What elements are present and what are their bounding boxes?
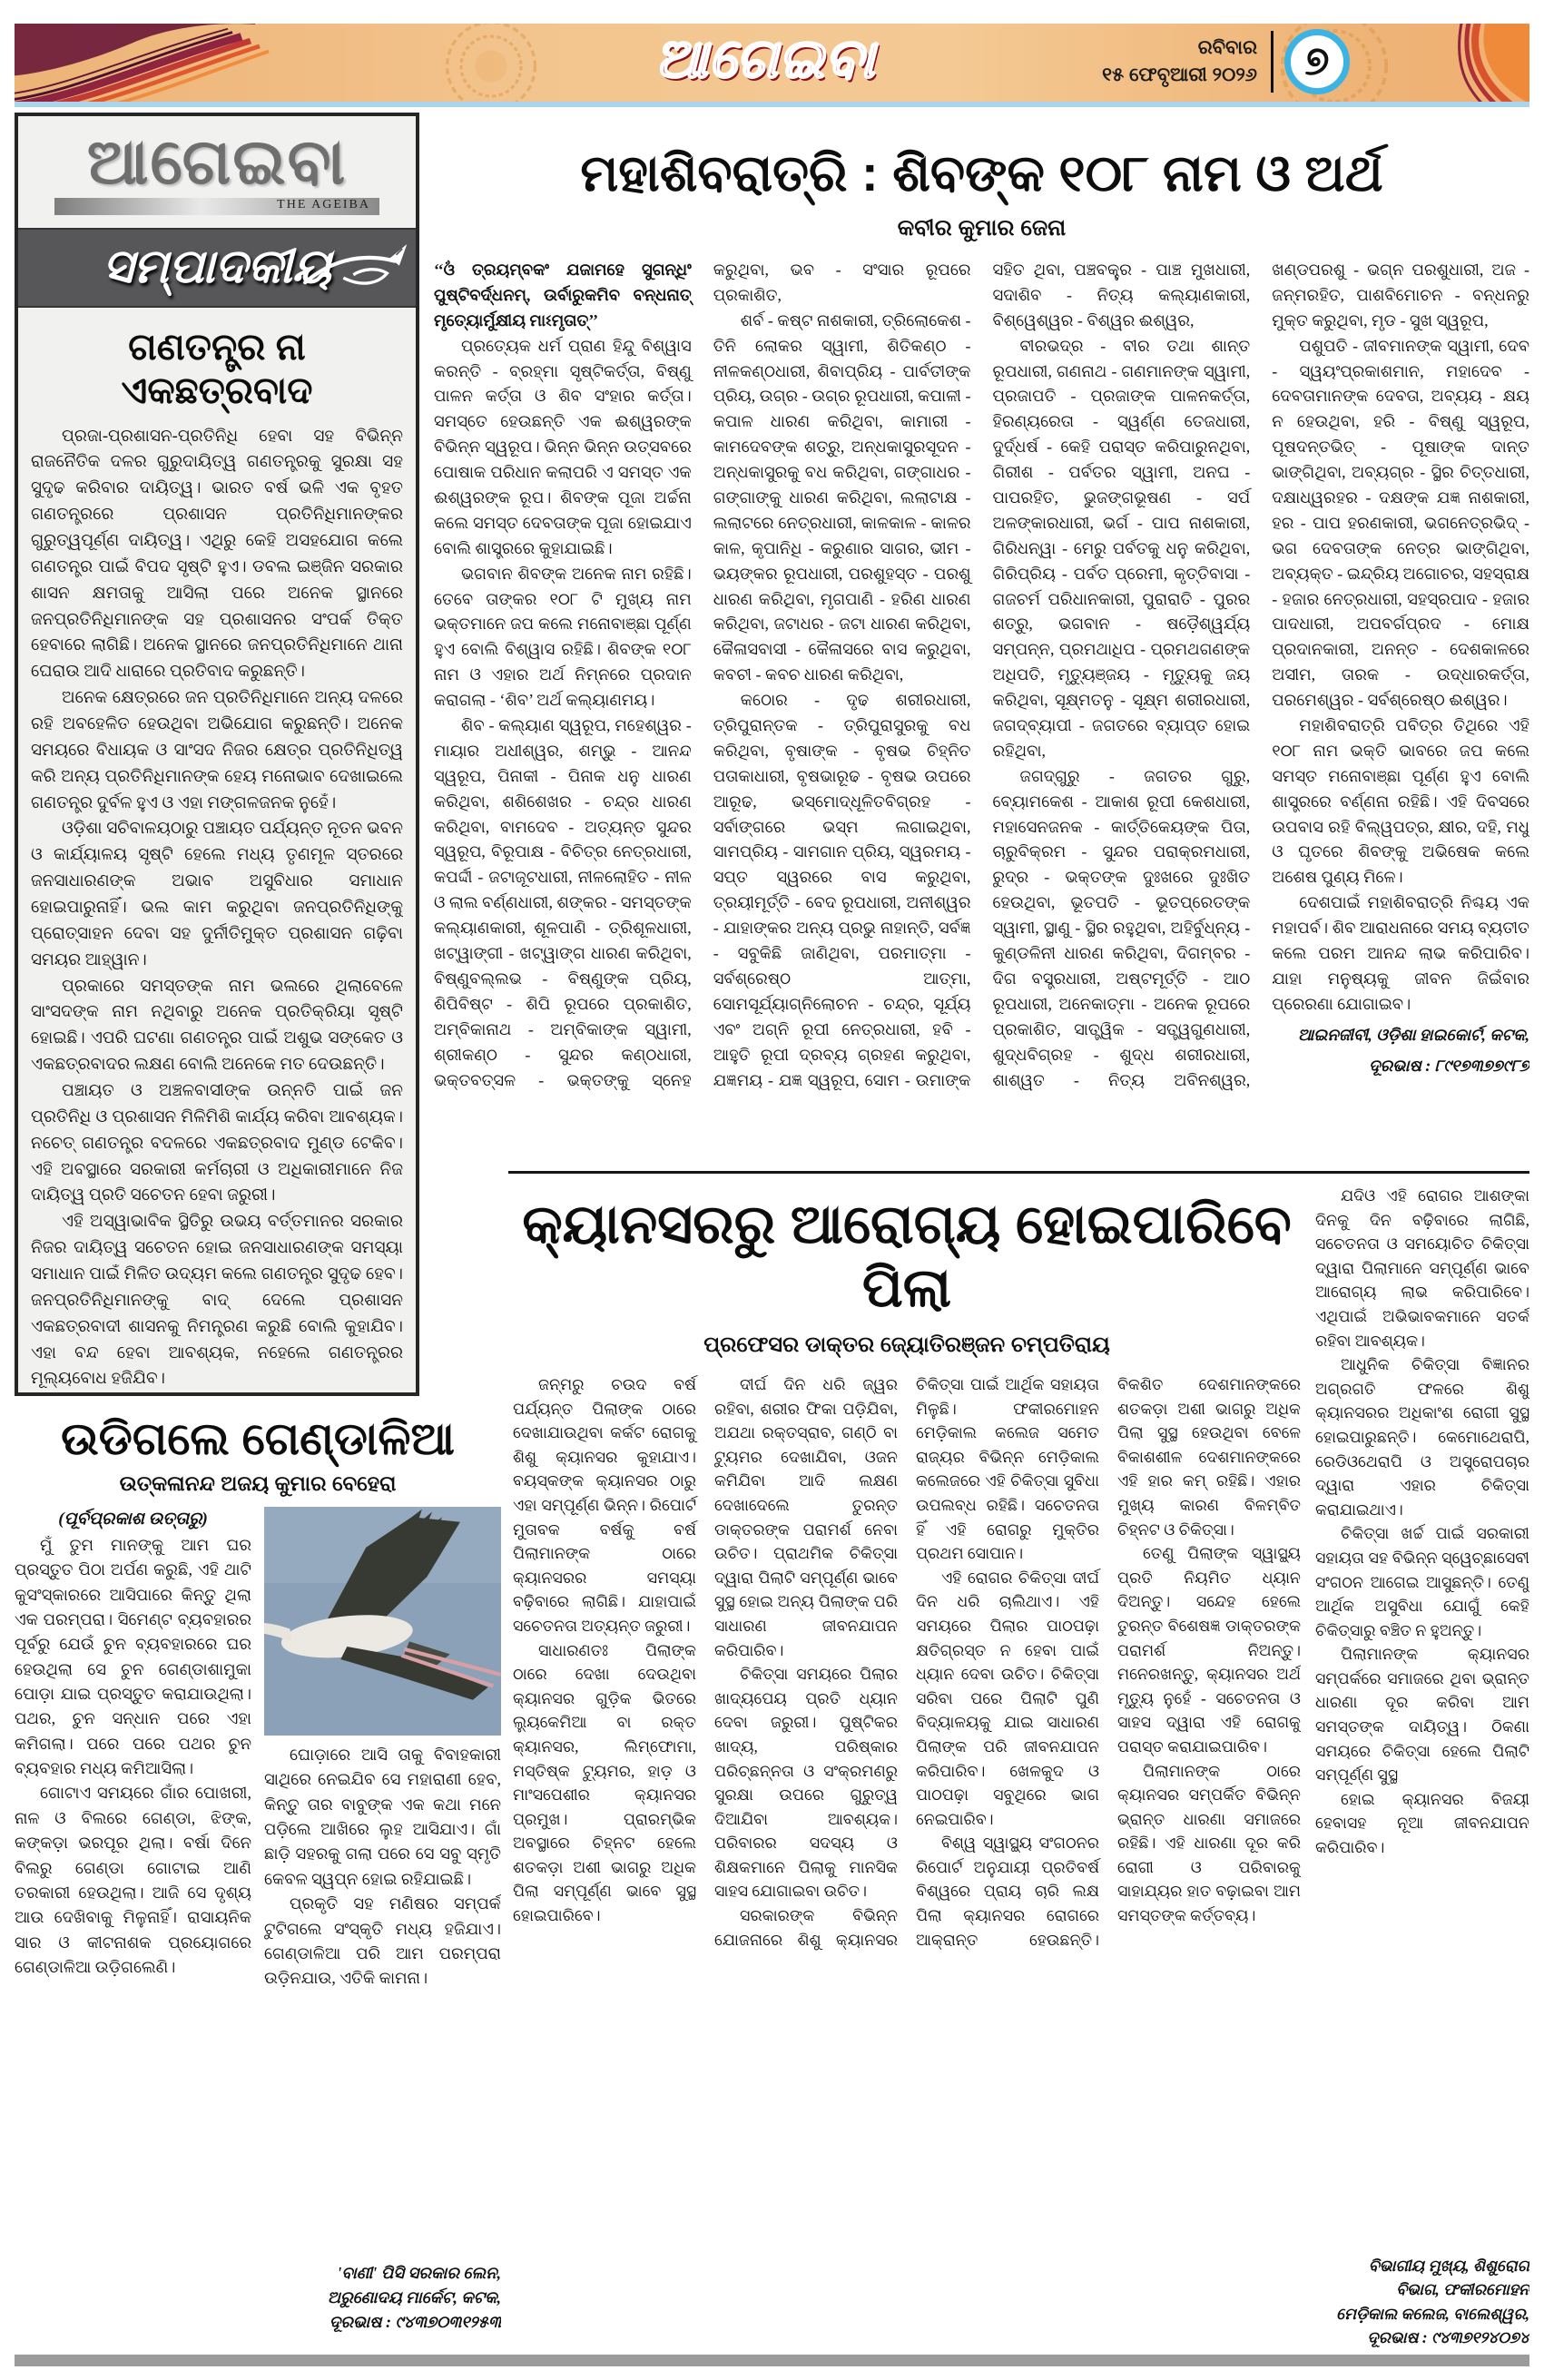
gendalia-signature-line: ଦୂରଭାଷ : ୯୪୩୭୦୩୧୨୫୩	[329, 2313, 501, 2331]
cancer-headline: କ୍ୟାନସରରୁ ଆରୋଗ୍ୟ ହୋଇପାରିବେ ପିଲା	[522, 1194, 1292, 1318]
cancer-article	[513, 1180, 1529, 2349]
shiva-names-list: କଠୋର - ଦୃଢ ଶରୀରଧାରୀ, ତ୍ରିପୁରାନ୍ତକ - ତ୍ରିପୁରାସୁରକୁ ବଧ କରିଥିବା, ବୃଷାଙ୍କ - ବୃଷଭ ଚିହ୍ନିତ ପତାକାଧାରୀ, ବୃଷଭାରୂଢ - ବୃଷଭ ଉପରେ ଆରୂଢ, ଭସ୍ମୋଦ୍ଧୂଳିତବିଗ୍ରହ - ସର୍ବାଙ୍ଗରେ ଭସ୍ମ ଲଗାଇଥିବା, ସାମପ୍ରିୟ - ସାମଗାନ ପ୍ରିୟ, ସ୍ୱରମୟ - ସପ୍ତ ସ୍ୱରରେ ବାସ କରୁଥିବା, ତ୍ରୟୀମୂର୍ତ୍ତି - ବେଦ ରୂପଧାରୀ, ଅନୀଶ୍ୱର - ଯାହାଙ୍କର ଅନ୍ୟ ପ୍ରଭୁ ନାହାନ୍ତି, ସର୍ବଜ୍ଞ - ସବୁକିଛି ଜାଣିଥିବା, ପରମାତ୍ମା - ସର୍ବଶ୍ରେଷ୍ଠ ଆତ୍ମା, ସୋମସୂର୍ଯ୍ୟାଗ୍ନିଲୋଚନ - ଚନ୍ଦ୍ର, ସୂର୍ଯ୍ୟ ଏବଂ ଅଗ୍ନି ରୂପୀ ନେତ୍ରଧାରୀ, ହବି - ଆହୁତି ରୂପୀ ଦ୍ରବ୍ୟ ଗ୍ରହଣ କରୁଥିବା, ଯଜ୍ଞମୟ - ଯଜ୍ଞ ସ୍ୱରୂପ, ସୋମ - ଉମାଙ୍କ ସହିତ ଥିବା, ପଞ୍ଚବକ୍ତ୍ର - ପାଞ୍ଚ ମୁଖଧାରୀ, ସଦାଶିବ - ନିତ୍ୟ କଲ୍ୟାଣକାରୀ, ବିଶ୍ୱେଶ୍ୱର - ବିଶ୍ୱର ଈଶ୍ୱର,	[713, 261, 1251, 1089]
cancer-paragraph: ଆଧୁନିକ ଚିକିତ୍ସା ବିଜ୍ଞାନର ଅଗ୍ରଗତି ଫଳରେ ଶିଶୁ କ୍ୟାନସରର ଅଧିକାଂଶ ରୋଗୀ ସୁସ୍ଥ ହୋଇପାରୁଛନ୍ତି। କେମୋଥେରାପି, ରେଡିଓଥେରାପି ଓ ଅସ୍ତ୍ରୋପଚାର ଦ୍ୱାରା ଏହାର ଚିକିତ୍ସା କରାଯାଇଥାଏ।	[1315, 1355, 1529, 1519]
shiva-body	[434, 258, 1529, 1113]
shiva-names-list: ଶିବ - କଲ୍ୟାଣ ସ୍ୱରୂପ, ମହେଶ୍ୱର - ମାୟାର ଅଧୀଶ୍ୱର, ଶମ୍ଭୁ - ଆନନ୍ଦ ସ୍ୱରୂପ, ପିନାକୀ - ପିନାକ ଧନୁ ଧାରଣ କରିଥିବା, ଶଶିଶେଖର - ଚନ୍ଦ୍ର ଧାରଣ କରିଥିବା, ବାମଦେବ - ଅତ୍ୟନ୍ତ ସୁନ୍ଦର ସ୍ୱରୂପ, ବିରୂପାକ୍ଷ - ବିଚିତ୍ର ନେତ୍ରଧାରୀ, କପର୍ଦ୍ଦୀ - ଜଟାଜୂଟଧାରୀ, ନୀଳଲୋହିତ - ନୀଳ ଓ ଲାଲ ବର୍ଣ୍ଣଧାରୀ, ଶଙ୍କର - ସମସ୍ତଙ୍କ କଲ୍ୟାଣକାରୀ, ଶୂଳପାଣି - ତ୍ରିଶୂଳଧାରୀ, ଖଟ୍ୱାଙ୍ଗୀ - ଖଟ୍ୱାଙ୍ଗ ଧାରଣ କରିଥିବା, ବିଷ୍ଣୁବଲ୍ଲଭ - ବିଷ୍ଣୁଙ୍କ ପ୍ରିୟ, ଶିପିବିଷ୍ଟ - ଶିପି ରୂପରେ ପ୍ରକାଶିତ, ଅମ୍ବିକାନାଥ - ଅମ୍ବିକାଙ୍କ ସ୍ୱାମୀ, ଶ୍ରୀକଣ୍ଠ - ସୁନ୍ଦର କଣ୍ଠଧାରୀ, ଭକ୍ତବତ୍ସଳ - ଭକ୍ତଙ୍କୁ ସ୍ନେହ କରୁଥିବା, ଭବ - ସଂସାର ରୂପରେ ପ୍ରକାଶିତ,	[434, 261, 971, 1089]
masthead	[31, 116, 403, 215]
editorial-banner	[18, 228, 416, 308]
pen-nib-icon	[301, 233, 408, 304]
masthead-title: ଆଗେଇବା	[86, 126, 348, 197]
footer-bar	[15, 2355, 1529, 2366]
editorial-headline: ଗଣତନ୍ତ୍ର ନା ଏକଛତ୍ରବାଦ	[121, 325, 313, 411]
cancer-paragraph: ଜନ୍ମରୁ ଚଉଦ ବର୍ଷ ପର୍ଯ୍ୟନ୍ତ ପିଲାଙ୍କ ଠାରେ ଦେଖାଯାଉଥିବା କର୍କଟ ରୋଗକୁ ଶିଶୁ କ୍ୟାନସର କୁହାଯାଏ। ବୟସ୍କଙ୍କ କ୍ୟାନସର ଠାରୁ ଏହା ସମ୍ପୂର୍ଣ୍ଣ ଭିନ୍ନ। ରିପୋର୍ଟ ମୁତାବକ ବର୍ଷକୁ ବର୍ଷ ପିଲାମାନଙ୍କ ଠାରେ କ୍ୟାନସରର ସମସ୍ୟା ବଢ଼ିବାରେ ଲାଗିଛି। ଯାହାପାଇଁ ସଚେତନତା ଅତ୍ୟନ୍ତ ଜରୁରୀ।	[513, 1375, 696, 1635]
masthead-gradient-bar	[54, 198, 379, 215]
shiva-signature: ଆଇନଜୀବୀ, ଓଡ଼ିଶା ହାଇକୋର୍ଟ, କଟକ,	[1297, 1025, 1529, 1044]
shiva-names-list: ଜଗଦ୍ଗୁରୁ - ଜଗତର ଗୁରୁ, ବ୍ୟୋମକେଶ - ଆକାଶ ରୂପୀ କେଶଧାରୀ, ମହାସେନଜନକ - କାର୍ତ୍ତିକେୟଙ୍କ ପିତା, ଚାରୁବିକ୍ରମ - ସୁନ୍ଦର ପରାକ୍ରମଧାରୀ, ରୁଦ୍ର - ଭକ୍ତଙ୍କ ଦୁଃଖରେ ଦୁଃଖିତ ହେଉଥିବା, ଭୂତପତି - ଭୂତପ୍ରେତଙ୍କ ସ୍ୱାମୀ, ସ୍ଥାଣୁ - ସ୍ଥିର ରହୁଥିବା, ଅହିର୍ବୁଧ୍ନ୍ୟ - କୁଣ୍ଡଳିନୀ ଧାରଣ କରିଥିବା, ଦିଗମ୍ବର - ଦିଗ ବସ୍ତ୍ରଧାରୀ, ଅଷ୍ଟମୂର୍ତ୍ତି - ଆଠ ରୂପଧାରୀ, ଅନେକାତ୍ମା - ଅନେକ ରୂପରେ ପ୍ରକାଶିତ, ସାତ୍ତ୍ୱିକ - ସତ୍ତ୍ୱଗୁଣଧାରୀ, ଶୁଦ୍ଧବିଗ୍ରହ - ଶୁଦ୍ଧ ଶରୀରଧାରୀ, ଶାଶ୍ୱତ - ନିତ୍ୟ ଅବିନଶ୍ୱର, ଖଣ୍ଡପରଶୁ - ଭଗ୍ନ ପରଶୁଧାରୀ, ଅଜ - ଜନ୍ମରହିତ, ପାଶବିମୋଚନ - ବନ୍ଧନରୁ ମୁକ୍ତ କରୁଥିବା, ମୃଡ - ସୁଖ ସ୍ୱରୂପ,	[992, 261, 1529, 1089]
cancer-paragraph: ହୋଇ କ୍ୟାନସର ବିଜୟୀ ହେବାସହ ନୂଆ ଜୀବନଯାପନ କରିପାରିବ।	[1315, 1789, 1529, 1857]
shiva-article	[434, 118, 1529, 1165]
header-banner	[15, 24, 1529, 102]
edition-date-block	[1102, 34, 1257, 90]
shiva-headline: ମହାଶିବରାତ୍ରି : ଶିବଙ୍କ ୧୦୮ ନାମ ଓ ଅର୍ଥ	[580, 144, 1383, 202]
header-underline-strip	[15, 102, 1529, 107]
cancer-paragraph: ସାଧାରଣତଃ ପିଲାଙ୍କ ଠାରେ ଦେଖା ଦେଉଥିବା କ୍ୟାନସର ଗୁଡ଼ିକ ଭିତରେ ଲ୍ୟୁକେମିଆ ବା ରକ୍ତ କ୍ୟାନସର, ଲିମ୍ଫୋମା, ମସ୍ତିଷ୍କ ଟ୍ୟୁମର, ହାଡ଼ ଓ ମାଂସପେଶୀର କ୍ୟାନସର ପ୍ରମୁଖ। ପ୍ରାରମ୍ଭିକ ଅବସ୍ଥାରେ ଚିହ୍ନଟ ହେଲେ ଶତକଡ଼ା ଅଶୀ ଭାଗରୁ ଅଧିକ ପିଲା ସମ୍ପୂର୍ଣ୍ଣ ଭାବେ ସୁସ୍ଥ ହୋଇପାରିବେ।	[513, 1640, 696, 1925]
cancer-paragraph: ଚିକିତ୍ସା ଖର୍ଚ୍ଚ ପାଇଁ ସରକାରୀ ସହାୟତା ସହ ବିଭିନ୍ନ ସ୍ୱେଚ୍ଛାସେବୀ ସଂଗଠନ ଆଗେଇ ଆସୁଛନ୍ତି। ତେଣୁ ଆର୍ଥିକ ଅସୁବିଧା ଯୋଗୁଁ କେହି ଚିକିତ୍ସାରୁ ବଞ୍ଚିତ ନ ହୁଅନ୍ତୁ।	[1315, 1524, 1529, 1639]
cancer-byline: ପ୍ରଫେସର ଡାକ୍ତର ଜ୍ୟୋତିରଞ୍ଜନ ଚମ୍ପତିରାୟ	[703, 1333, 1110, 1357]
shiva-paragraph: ମହାଶିବରାତ୍ରି ପବିତ୍ର ତିଥିରେ ଏହି ୧୦୮ ନାମ ଭକ୍ତି ଭାବରେ ଜପ କଲେ ସମସ୍ତ ମନୋବାଞ୍ଛା ପୂର୍ଣ୍ଣ ହୁଏ ବୋଲି ଶାସ୍ତ୍ରରେ ବର୍ଣ୍ଣନା ରହିଛି। ଏହି ଦିବସରେ ଉପବାସ ରହି ବିଲ୍ୱପତ୍ର, କ୍ଷୀର, ଦହି, ମଧୁ ଓ ଘୃତରେ ଶିବଙ୍କୁ ଅଭିଷେକ କଲେ ଅଶେଷ ପୁଣ୍ୟ ମିଳେ।	[1272, 716, 1529, 887]
cancer-signature-line: ବିଭାଗୀୟ ମୁଖ୍ୟ, ଶିଶୁରୋଗ	[1368, 2257, 1529, 2275]
gendalia-signature-line: ଅରୁଣୋଦୟ ମାର୍କେଟ, କଟକ,	[327, 2288, 501, 2306]
gendalia-paragraph: ଘୋଡ଼ାରେ ଆସି ତାକୁ ବିବାହକାରୀ ସାଥିରେ ନେଇଯିବ ସେ ମହାରାଣୀ ହେବ, କିନ୍ତୁ ତାର ବାବୁଙ୍କ ଏକ କଥା ମନେ ପଡ଼ିଲେ ଆଖିରେ ଲୁହ ଆସିଯାଏ। ଗାଁ ଛାଡ଼ି ସହରକୁ ଗଲା ପରେ ସେ ସବୁ ସ୍ମୃତି କେବଳ ସ୍ୱପ୍ନ ହୋଇ ରହିଯାଇଛି।	[264, 1746, 501, 1888]
editorial-paragraph: ଏହି ଅସ୍ୱାଭାବିକ ସ୍ଥିତିରୁ ଉଭୟ ବର୍ତ୍ତମାନର ସରକାର ନିଜର ଦାୟିତ୍ୱ ସଚେତନ ହୋଇ ଜନସାଧାରଣଙ୍କ ସମସ୍ୟା ସମାଧାନ ପାଇଁ ମିଳିତ ଉଦ୍ୟମ କଲେ ଗଣତନ୍ତ୍ର ସୁଦୃଢ ହେବ। ଜନପ୍ରତିନିଧିମାନଙ୍କୁ ବାଦ୍ ଦେଲେ ପ୍ରଶାସନ ଏକଛତ୍ରବାଦୀ ଶାସନକୁ ନିମନ୍ତ୍ରଣ କରୁଛି ବୋଲି କୁହାଯିବ। ଏହା ବନ୍ଦ ହେବା ଆବଶ୍ୟକ, ନହେଲେ ଗଣତନ୍ତ୍ରର ମୂଲ୍ୟବୋଧ ହଜିଯିବ।	[31, 1213, 403, 1389]
gendalia-paragraph: ମୁଁ ତୁମ ମାନଙ୍କୁ ଆମ ଘର ପ୍ରସ୍ତୁତ ପିଠା ଅର୍ପଣ କରୁଛି, ଏହି ଥାଟି କୁସଂସ୍କାରରେ ଆସିପାରେ କିନ୍ତୁ ଥିଲା ଏକ ପରମ୍ପରା। ସିମେଣ୍ଟ ବ୍ୟବହାରର ପୂର୍ବରୁ ଯେଉଁ ଚୁନ ବ୍ୟବହାରରେ ଘର ହେଉଥିଲା ସେ ଚୁନ ଗେଣ୍ଡାଶାମୁକା ପୋଡ଼ା ଯାଇ ପ୍ରସ୍ତୁତ କରାଯାଉଥିଲା। ପଥର, ଚୁନ ସନ୍ଧାନ ପରେ ଏହା କମିଗଲା। ପରେ ପରେ ପଥର ଚୁନ ବ୍ୟବହାର ମଧ୍ୟ କମିଆସିଲା।	[15, 1535, 251, 1778]
shiva-names-list: ଶର୍ବ - କଷ୍ଟ ନାଶକାରୀ, ତ୍ରିଲୋକେଶ - ତିନି ଲୋକର ସ୍ୱାମୀ, ଶିତିକଣ୍ଠ - ନୀଳକଣ୍ଠଧାରୀ, ଶିବାପ୍ରିୟ - ପାର୍ବତୀଙ୍କ ପ୍ରିୟ, ଉଗ୍ର - ଉଗ୍ର ରୂପଧାରୀ, କପାଳୀ - କପାଳ ଧାରଣ କରିଥିବା, କାମାରୀ - କାମଦେବଙ୍କ ଶତ୍ରୁ, ଅନ୍ଧକାସୁରସୂଦନ - ଅନ୍ଧକାସୁରକୁ ବଧ କରିଥିବା, ଗଙ୍ଗାଧର - ଗଙ୍ଗାଙ୍କୁ ଧାରଣ କରିଥିବା, ଲଲାଟାକ୍ଷ - ଲଲାଟରେ ନେତ୍ରଧାରୀ, କାଳକାଳ - କାଳର କାଳ, କୃପାନିଧି - କରୁଣାର ସାଗର, ଭୀମ - ଭୟଙ୍କର ରୂପଧାରୀ, ପରଶୁହସ୍ତ - ପରଶୁ ଧାରଣ କରିଥିବା, ମୃଗପାଣି - ହରିଣ ଧାରଣ କରିଥିବା, ଜଟାଧର - ଜଟା ଧାରଣ କରିଥିବା, କୈଳାସବାସୀ - କୈଳାସରେ ବାସ କରୁଥିବା, କବଚୀ - କବଚ ଧାରଣ କରିଥିବା,	[713, 310, 971, 684]
shiva-byline: କବୀର କୁମାର ଜେନା	[897, 215, 1067, 241]
gendalia-paragraph: ଗୋଟାଏ ସମୟରେ ଗାଁର ପୋଖରୀ, ନାଳ ଓ ବିଲରେ ଗେଣ୍ଡା, ଝିଙ୍କ, କଙ୍କଡ଼ା ଭରପୂର ଥିଲା। ବର୍ଷା ଦିନେ ବିଲରୁ ଗେଣ୍ଡା ଗୋଟାଇ ଆଣି ତରକାରୀ ହେଉଥିଲା। ଆଜି ସେ ଦୃଶ୍ୟ ଆଉ ଦେଖିବାକୁ ମିଳୁନାହିଁ। ରାସାୟନିକ ସାର ଓ କୀଟନାଶକ ପ୍ରୟୋଗରେ ଗେଣ୍ଡାଳିଆ ଉଡ଼ିଗଲେଣି।	[15, 1784, 251, 1976]
cancer-paragraph: ପିଲାମାନଙ୍କ କ୍ୟାନସର ସମ୍ପର୍କରେ ସମାଜରେ ଥିବା ଭ୍ରାନ୍ତ ଧାରଣା ଦୂର କରିବା ଆମ ସମସ୍ତଙ୍କ ଦାୟିତ୍ୱ। ଠିକଣା ସମୟରେ ଚିକିତ୍ସା ହେଲେ ପିଲାଟି ସମ୍ପୂର୍ଣ୍ଣ ସୁସ୍ଥ	[1315, 1645, 1529, 1785]
stork-photo	[264, 1507, 501, 1736]
gendalia-body	[15, 1507, 501, 2335]
shiva-paragraph: ଭଗବାନ ଶିବଙ୍କ ଅନେକ ନାମ ରହିଛି। ତେବେ ତାଙ୍କର ୧୦୮ ଟି ମୁଖ୍ୟ ନାମ ଭକ୍ତମାନେ ଜପ କଲେ ମନୋବାଞ୍ଛା ପୂର୍ଣ୍ଣ ହୁଏ ବୋଲି ବିଶ୍ୱାସ ରହିଛି। ଶିବଙ୍କ ୧୦୮ ନାମ ଓ ଏହାର ଅର୍ଥ ନିମ୍ନରେ ପ୍ରଦାନ କରାଗଲା - ‘ଶିବ’ ଅର୍ଥ କଲ୍ୟାଣମୟ।	[434, 564, 692, 710]
gendalia-paragraph: ପ୍ରକୃତି ସହ ମଣିଷର ସମ୍ପର୍କ ଟୁଟିଗଲେ ସଂସ୍କୃତି ମଧ୍ୟ ହଜିଯାଏ। ଗେଣ୍ଡାଳିଆ ପରି ଆମ ପରମ୍ପରା ଉଡ଼ିନଯାଉ, ଏତିକି କାମନା।	[264, 1894, 501, 1988]
cancer-signature-line: ଦୂରଭାଷ : ୯୪୩୭୧୨୪୦୭୪	[1367, 2327, 1529, 2346]
gendalia-signature	[264, 2261, 501, 2335]
mandala-motif	[441, 24, 541, 102]
cancer-right-column	[1315, 1180, 1529, 2349]
editorial-paragraph: ଓଡ଼ିଶା ସଚିବାଳୟଠାରୁ ପଞ୍ଚାୟତ ପର୍ଯ୍ୟନ୍ତ ନୂତନ ଭବନ ଓ କାର୍ଯ୍ୟାଳୟ ସୃଷ୍ଟି ହେଲେ ମଧ୍ୟ ତୃଣମୂଳ ସ୍ତରରେ ଜନସାଧାରଣଙ୍କ ଅଭାବ ଅସୁବିଧାର ସମାଧାନ ହୋଇପାରୁନାହିଁ। ଭଲ କାମ କରୁଥିବା ଜନପ୍ରତିନିଧିଙ୍କୁ ପ୍ରୋତ୍ସାହନ ଦେବା ସହ ଦୁର୍ନୀତିମୁକ୍ତ ପ୍ରଶାସନ ଗଢ଼ିବା ସମୟର ଆହ୍ୱାନ।	[31, 820, 403, 969]
shiva-paragraph: ଦେଶପାଇଁ ମହାଶିବରାତ୍ରି ନିଶ୍ଚୟ ଏକ ମହାପର୍ବ। ଶିବ ଆରାଧନାରେ ସମୟ ବ୍ୟତୀତ କଲେ ପରମ ଆନନ୍ଦ ଲାଭ କରିପାରିବ। ଯାହା ମନୁଷ୍ୟକୁ ଜୀବନ ଜିଇଁବାର ପ୍ରେରଣା ଯୋଗାଇବ।	[1272, 893, 1529, 1013]
editorial-paragraph: ପ୍ରଜା-ପ୍ରଶାସନ-ପ୍ରତିନିଧି ହେବା ସହ ବିଭିନ୍ନ ରାଜନୈତିକ ଦଳର ଗୁରୁଦାୟିତ୍ୱ ଗଣତନ୍ତ୍ରକୁ ସୁରକ୍ଷା ସହ ସୁଦୃଢ କରିବାର ଦାୟିତ୍ୱ। ଭାରତ ବର୍ଷ ଭଳି ଏକ ବୃହତ ଗଣତନ୍ତ୍ରରେ ପ୍ରଶାସନ ପ୍ରତିନିଧିମାନଙ୍କର ଗୁରୁତ୍ୱପୂର୍ଣ୍ଣ ଦାୟିତ୍ୱ। ଏଥିରୁ କେହି ଅସହଯୋଗ କଲେ ଗଣତନ୍ତ୍ର ପାଇଁ ବିପଦ ସୃଷ୍ଟି ହୁଏ। ଡବଲ ଇଞ୍ଜିନ ସରକାର ଶାସନ କ୍ଷମତାକୁ ଆସିଲା ପରେ ଅନେକ ସ୍ଥାନରେ ଜନପ୍ରତିନିଧିମାନଙ୍କ ସହ ପ୍ରଶାସନର ସଂପର୍କ ତିକ୍ତ ହେବାରେ ଲାଗିଛି। ଅନେକ ସ୍ଥାନରେ ଜନପ୍ରତିନିଧିମାନେ ଥାନା ଘେରାଉ ଆଦି ଧାରାରେ ପ୍ରତିବାଦ କରୁଛନ୍ତି।	[31, 427, 403, 682]
shiva-mantra: ‘‘ଓଁ ତ୍ରୟମ୍ବକଂ ଯଜାମହେ ସୁଗନ୍ଧିଂ ପୁଷ୍ଟିବର୍ଦ୍ଧନମ୍, ଉର୍ବାରୁକମିବ ବନ୍ଧନାତ୍ ମୃତ୍ୟୋର୍ମୁକ୍ଷୀୟ ମାଽମୃତାତ୍’’	[434, 261, 692, 329]
masthead-subtitle: THE AGEIBA	[277, 197, 370, 211]
cancer-paragraph: ସରକାରଙ୍କ ବିଭିନ୍ନ ଯୋଜନାରେ ଶିଶୁ କ୍ୟାନସର ଚିକିତ୍ସା ପାଇଁ ଆର୍ଥିକ ସହାୟତା ମିଳୁଛି। ଫକୀରମୋହନ ମେଡ଼ିକାଲ କଲେଜ ସମେତ ରାଜ୍ୟର ବିଭିନ୍ନ ମେଡ଼ିକାଲ କଲେଜରେ ଏହି ଚିକିତ୍ସା ସୁବିଧା ଉପଲବ୍ଧ ରହିଛି। ସଚେତନତା ହିଁ ଏହି ରୋଗରୁ ମୁକ୍ତିର ପ୍ରଥମ ସୋପାନ।	[714, 1375, 1099, 1949]
editorial-paragraph: ଅନେକ କ୍ଷେତ୍ରରେ ଜନ ପ୍ରତିନିଧିମାନେ ଅନ୍ୟ ଦଳରେ ରହି ଅବହେଳିତ ହେଉଥିବା ଅଭିଯୋଗ କରୁଛନ୍ତି। ଅନେକ ସମୟରେ ବିଧାୟକ ଓ ସାଂସଦ ନିଜର କ୍ଷେତ୍ର ପ୍ରତିନିଧିତ୍ୱ କରି ଅନ୍ୟ ପ୍ରତିନିଧିମାନଙ୍କ ହେୟ ମନୋଭାବ ଦେଖାଇଲେ ଗଣତନ୍ତ୍ର ଦୁର୍ବଳ ହୁଏ ଓ ଏହା ମଙ୍ଗଳଜନକ ନୁହେଁ।	[31, 689, 403, 812]
shiva-phone: ଦୂରଭାଷ : ୮୯୧୭୩୭୭୯୮୭	[1369, 1056, 1529, 1075]
banner-waves-right-decoration	[1330, 24, 1529, 102]
gendalia-column-left	[15, 1507, 251, 2335]
shiva-paragraph: ପ୍ରତ୍ୟେକ ଧର୍ମ ପ୍ରାଣ ହିନ୍ଦୁ ବିଶ୍ୱାସ କରନ୍ତି - ବ୍ରହ୍ମା ସୃଷ୍ଟିକର୍ତ୍ତା, ବିଷ୍ଣୁ ପାଳନ କର୍ତ୍ତା ଓ ଶିବ ସଂହାର କର୍ତ୍ତା। ସମସ୍ତେ ହେଉଛନ୍ତି ଏକ ଈଶ୍ୱରଙ୍କ ବିଭିନ୍ନ ସ୍ୱରୂପ। ଭିନ୍ନ ଭିନ୍ନ ଉତ୍ସବରେ ପୋଷାକ ପରିଧାନ କଲାପରି ଏ ସମସ୍ତ ଏକ ଈଶ୍ୱରଙ୍କ ରୂପ। ଶିବଙ୍କ ପୂଜା ଅର୍ଚ୍ଚନା କଲେ ସମସ୍ତ ଦେବତାଙ୍କ ପୂଜା ହୋଇଯାଏ ବୋଲି ଶାସ୍ତ୍ରରେ କୁହାଯାଇଛି।	[434, 336, 692, 557]
cancer-main-area	[513, 1180, 1301, 2349]
newspaper-logo: ଆଗେଇବା	[654, 28, 876, 89]
gendalia-column-right	[264, 1507, 501, 2335]
shiva-names-list: ବୀରଭଦ୍ର - ବୀର ତଥା ଶାନ୍ତ ରୂପଧାରୀ, ଗଣନାଥ - ଗଣମାନଙ୍କ ସ୍ୱାମୀ, ପ୍ରଜାପତି - ପ୍ରଜାଙ୍କ ପାଳନକର୍ତ୍ତା, ହିରଣ୍ୟରେତା - ସ୍ୱର୍ଣ୍ଣ ତେଜଧାରୀ, ଦୁର୍ଦ୍ଧର୍ଷ - କେହି ପରାସ୍ତ କରିପାରୁନଥିବା, ଗିରୀଶ - ପର୍ବତର ସ୍ୱାମୀ, ଅନଘ - ପାପରହିତ, ଭୁଜଙ୍ଗଭୂଷଣ - ସର୍ପ ଅଳଙ୍କାରଧାରୀ, ଭର୍ଗ - ପାପ ନାଶକାରୀ, ଗିରିଧନ୍ୱା - ମେରୁ ପର୍ବତକୁ ଧନୁ କରିଥିବା, ଗିରିପ୍ରିୟ - ପର୍ବତ ପ୍ରେମୀ, କୃତ୍ତିବାସା - ଗଜଚର୍ମ ପରିଧାନକାରୀ, ପୁରାରାତି - ପୁରର ଶତ୍ରୁ, ଭଗବାନ - ଷଡ଼ୈଶ୍ୱର୍ଯ୍ୟ ସମ୍ପନ୍ନ, ପ୍ରମଥାଧିପ - ପ୍ରମଥଗଣଙ୍କ ଅଧିପତି, ମୃତ୍ୟୁଞ୍ଜୟ - ମୃତ୍ୟୁକୁ ଜୟ କରିଥିବା, ସୂକ୍ଷ୍ମତନୁ - ସୂକ୍ଷ୍ମ ଶରୀରଧାରୀ, ଜଗଦ୍ବ୍ୟାପୀ - ଜଗତରେ ବ୍ୟାପ୍ତ ହୋଇ ରହିଥିବା,	[992, 336, 1251, 760]
cancer-paragraph: ତେଣୁ ପିଲାଙ୍କ ସ୍ୱାସ୍ଥ୍ୟ ପ୍ରତି ନିୟମିତ ଧ୍ୟାନ ଦିଅନ୍ତୁ। ସନ୍ଦେହ ହେଲେ ତୁରନ୍ତ ବିଶେଷଜ୍ଞ ଡାକ୍ତରଙ୍କ ପରାମର୍ଶ ନିଅନ୍ତୁ। ମନେରଖନ୍ତୁ, କ୍ୟାନସର ଅର୍ଥ ମୃତ୍ୟୁ ନୁହେଁ - ସଚେତନତା ଓ ସାହସ ଦ୍ୱାରା ଏହି ରୋଗକୁ ପରାସ୍ତ କରାଯାଇପାରିବ।	[1117, 1544, 1301, 1755]
banner-waves-left-decoration	[15, 24, 323, 102]
cancer-body	[513, 1372, 1301, 2349]
gendalia-byline: ଉତ୍କଳାନନ୍ଦ ଅଜୟ କୁମାର ବେହେରା	[119, 1471, 397, 1495]
editorial-section-label: ସମ୍ପାଦକୀୟ	[103, 241, 331, 293]
cancer-paragraph: ବିଶ୍ୱ ସ୍ୱାସ୍ଥ୍ୟ ସଂଗଠନର ରିପୋର୍ଟ ଅନୁଯାୟୀ ପ୍ରତିବର୍ଷ ବିଶ୍ୱରେ ପ୍ରାୟ ଚାରି ଲକ୍ଷ ପିଲା କ୍ୟାନସର ରୋଗରେ ଆକ୍ରାନ୍ତ ହେଉଛନ୍ତି। ବିକଶିତ ଦେଶମାନଙ୍କରେ ଶତକଡ଼ା ଅଶୀ ଭାଗରୁ ଅଧିକ ପିଲା ସୁସ୍ଥ ହେଉଥିବା ବେଳେ ବିକାଶଶୀଳ ଦେଶମାନଙ୍କରେ ଏହି ହାର କମ୍ ରହିଛି। ଏହାର ମୁଖ୍ୟ କାରଣ ବିଳମ୍ବିତ ଚିହ୍ନଟ ଓ ଚିକିତ୍ସା।	[916, 1375, 1301, 1949]
gendalia-article	[15, 1405, 501, 2349]
editorial-body	[31, 424, 403, 1397]
cancer-paragraph: ଏହି ରୋଗର ଚିକିତ୍ସା ଦୀର୍ଘ ଦିନ ଧରି ଚାଲିଥାଏ। ଏହି ସମୟରେ ପିଲାର ପାଠପଢ଼ା କ୍ଷତିଗ୍ରସ୍ତ ନ ହେବା ପାଇଁ ଧ୍ୟାନ ଦେବା ଉଚିତ। ଚିକିତ୍ସା ସରିବା ପରେ ପିଲାଟି ପୁଣି ବିଦ୍ୟାଳୟକୁ ଯାଇ ସାଧାରଣ ପିଲାଙ୍କ ପରି ଜୀବନଯାପନ କରିପାରିବ। ଖେଳକୁଦ ଓ ପାଠପଢ଼ା ସବୁଥିରେ ଭାଗ ନେଇପାରିବ।	[916, 1568, 1099, 1828]
shiva-names-list: ପଶୁପତି - ଜୀବମାନଙ୍କ ସ୍ୱାମୀ, ଦେବ - ସ୍ୱୟଂପ୍ରକାଶମାନ, ମହାଦେବ - ଦେବତାମାନଙ୍କ ଦେବତା, ଅବ୍ୟୟ - କ୍ଷୟ ନ ହେଉଥିବା, ହରି - ବିଷ୍ଣୁ ସ୍ୱରୂପ, ପୂଷଦନ୍ତଭିତ୍ - ପୂଷାଙ୍କ ଦାନ୍ତ ଭାଙ୍ଗିଥିବା, ଅବ୍ୟଗ୍ର - ସ୍ଥିର ଚିତ୍ତଧାରୀ, ଦକ୍ଷାଧ୍ୱରହର - ଦକ୍ଷଙ୍କ ଯଜ୍ଞ ନାଶକାରୀ, ହର - ପାପ ହରଣକାରୀ, ଭଗନେତ୍ରଭିଦ୍ - ଭଗ ଦେବତାଙ୍କ ନେତ୍ର ଭାଙ୍ଗିଥିବା, ଅବ୍ୟକ୍ତ - ଇନ୍ଦ୍ରିୟ ଅଗୋଚର, ସହସ୍ରାକ୍ଷ - ହଜାର ନେତ୍ରଧାରୀ, ସହସ୍ରପାଦ - ହଜାର ପାଦଧାରୀ, ଅପବର୍ଗପ୍ରଦ - ମୋକ୍ଷ ପ୍ରଦାନକାରୀ, ଅନନ୍ତ - ଦେଶକାଳରେ ଅସୀମ, ତାରକ - ଉଦ୍ଧାରକର୍ତ୍ତା, ପରମେଶ୍ୱର - ସର୍ବଶ୍ରେଷ୍ଠ ଈଶ୍ୱର।	[1272, 336, 1529, 710]
cancer-paragraph: ଦୀର୍ଘ ଦିନ ଧରି ଜ୍ୱର ରହିବା, ଶରୀର ଫିକା ପଡ଼ିଯିବା, ଅଯଥା ରକ୍ତସ୍ରାବ, ଗଣ୍ଠି ବା ଟ୍ୟୁମର ଦେଖାଯିବା, ଓଜନ କମିଯିବା ଆଦି ଲକ୍ଷଣ ଦେଖାଦେଲେ ତୁରନ୍ତ ଡାକ୍ତରଙ୍କ ପରାମର୍ଶ ନେବା ଉଚିତ। ପ୍ରାଥମିକ ଚିକିତ୍ସା ଦ୍ୱାରା ପିଲାଟି ସମ୍ପୂର୍ଣ୍ଣ ଭାବେ ସୁସ୍ଥ ହୋଇ ଅନ୍ୟ ପିଲାଙ୍କ ପରି ସାଧାରଣ ଜୀବନଯାପନ କରିପାରିବ।	[714, 1375, 898, 1659]
cancer-paragraph: ଯଦିଓ ଏହି ରୋଗର ଆଶଙ୍କା ଦିନକୁ ଦିନ ବଢ଼ିବାରେ ଲାଗିଛି, ସଚେତନତା ଓ ସମୟୋଚିତ ଚିକିତ୍ସା ଦ୍ୱାରା ପିଲାମାନେ ସମ୍ପୂର୍ଣ୍ଣ ଭାବେ ଆରୋଗ୍ୟ ଲାଭ କରିପାରିବେ। ଏଥିପାଇଁ ଅଭିଭାବକମାନେ ସତର୍କ ରହିବା ଆବଶ୍ୟକ।	[1315, 1186, 1529, 1350]
editorial-paragraph: ପଞ୍ଚାୟତ ଓ ଅଞ୍ଚଳବାସୀଙ୍କ ଉନ୍ନତି ପାଇଁ ଜନ ପ୍ରତିନିଧି ଓ ପ୍ରଶାସନ ମିଳିମିଶି କାର୍ଯ୍ୟ କରିବା ଆବଶ୍ୟକ। ନଚେତ୍ ଗଣତନ୍ତ୍ର ବଦଳରେ ଏକଛତ୍ରବାଦ ମୁଣ୍ଡ ଟେକିବ। ଏହି ଅବସ୍ଥାରେ ସରକାରୀ କର୍ମଚାରୀ ଓ ଅଧିକାରୀମାନେ ନିଜ ଦାୟିତ୍ୱ ପ୍ରତି ସଚେତନ ହେବା ଜରୁରୀ।	[31, 1081, 403, 1205]
gendalia-signature-line: 'ବାଣୀ' ପିସି ସରକାର ଲେନ,	[337, 2264, 501, 2282]
header-divider	[1271, 31, 1274, 93]
editorial-section	[15, 113, 419, 1396]
section-divider-rule	[508, 1171, 1529, 1174]
cancer-signature-line: ମେଡ଼ିକାଲ କଲେଜ, ବାଲେଶ୍ୱର,	[1336, 2304, 1529, 2323]
cancer-signature-line: ବିଭାଗ, ଫକୀରମୋହନ	[1396, 2280, 1529, 2299]
continuation-note: (ପୂର୍ବପ୍ରକାଶ ଉତ୍ତାରୁ)	[58, 1510, 208, 1529]
cancer-paragraph: ପିଲାମାନଙ୍କ ଠାରେ କ୍ୟାନସର ସମ୍ପର୍କିତ ବିଭିନ୍ନ ଭ୍ରାନ୍ତ ଧାରଣା ସମାଜରେ ରହିଛି। ଏହି ଧାରଣା ଦୂର କରି ରୋଗୀ ଓ ପରିବାରକୁ ସାହାଯ୍ୟର ହାତ ବଢ଼ାଇବା ଆମ ସମସ୍ତଙ୍କ କର୍ତ୍ତବ୍ୟ।	[1117, 1761, 1301, 1925]
cancer-signature	[1315, 2254, 1529, 2349]
editorial-paragraph: ପ୍ରକାରେ ସମସ୍ତଙ୍କ ନାମ ଭଲରେ ଥିଲାବେଳେ ସାଂସଦଙ୍କ ନାମ ନଥିବାରୁ ଅନେକ ପ୍ରତିକ୍ରିୟା ସୃଷ୍ଟି ହୋଇଛି। ଏପରି ଘଟଣା ଗଣତନ୍ତ୍ର ପାଇଁ ଅଶୁଭ ସଙ୍କେତ ଓ ଏକଛତ୍ରବାଦର ଲକ୍ଷଣ ବୋଲି ଅନେକେ ମତ ଦେଉଛନ୍ତି।	[31, 977, 403, 1075]
page-number: ୭	[1304, 39, 1330, 84]
gendalia-headline: ଉଡିଗଲେ ଗେଣ୍ଡାଳିଆ	[61, 1413, 455, 1464]
edition-date: ୧୫ ଫେବୃଆରୀ ୨୦୨୬	[1102, 64, 1257, 86]
cancer-paragraph: ଚିକିତ୍ସା ସମୟରେ ପିଲାର ଖାଦ୍ୟପେୟ ପ୍ରତି ଧ୍ୟାନ ଦେବା ଜରୁରୀ। ପୁଷ୍ଟିକର ଖାଦ୍ୟ, ପରିଷ୍କାର ପରିଚ୍ଛନ୍ନତା ଓ ସଂକ୍ରମଣରୁ ସୁରକ୍ଷା ଉପରେ ଗୁରୁତ୍ୱ ଦିଆଯିବା ଆବଶ୍ୟକ। ପରିବାରର ସଦସ୍ୟ ଓ ଶିକ୍ଷକମାନେ ପିଲାକୁ ମାନସିକ ସାହସ ଯୋଗାଇବା ଉଚିତ।	[714, 1665, 898, 1901]
edition-day: ରବିବାର	[1197, 37, 1257, 58]
